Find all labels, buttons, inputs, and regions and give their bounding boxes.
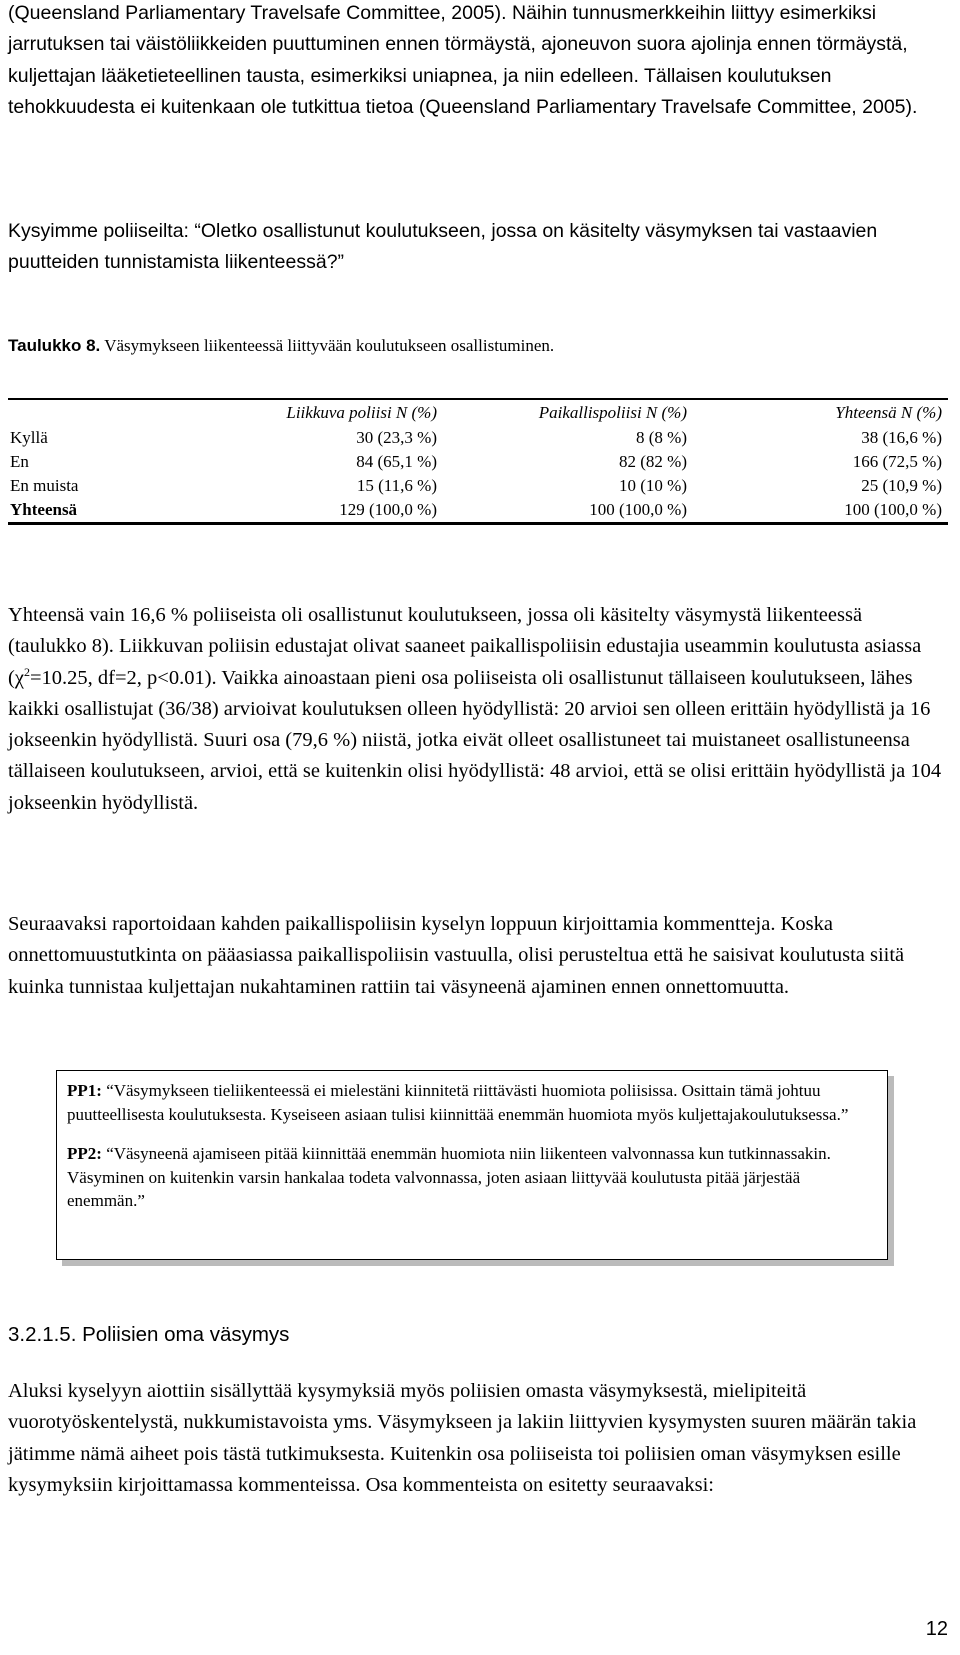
section-heading: 3.2.1.5. Poliisien oma väsymys: [8, 1323, 290, 1346]
table-cell: 100 (100,0 %): [693, 498, 948, 524]
table-cell: 129 (100,0 %): [188, 498, 443, 524]
quote-pp2: [67, 1142, 877, 1213]
page-number: 12: [925, 1618, 948, 1640]
table-cell: 15 (11,6 %): [356, 476, 437, 495]
table-header-empty: [8, 399, 188, 426]
final-paragraph: Aluksi kyselyyn aiottiin sisällyttää kysymyksiä myös poliisien omasta väsymyksestä, mielipiteitä vuorotyöskentelystä, nukkumistavoista yms. Väsymykseen ja lakiin liittyvien kysymysten suuren määrän takia jätimme nämä aiheet pois tästä tutkimuksesta. Kuitenkin osa poliiseista toi poliisien oman väsymyksen esille kysymyksiin kirjoittamassa kommenteissa. Osa kommenteista on esitetty seuraavaksi:: [8, 1380, 917, 1496]
table-row: [8, 474, 948, 498]
quote-text: “Väsyneenä ajamiseen pitää kiinnittää enemmän huomiota niin liikenteen valvonnassa kun tutkinnassakin. Väsyminen on kuitenkin varsin hankalaa todeta valvonnassa, joten asiaan liittyvää koulutusta pitää järjestää enemmän.”: [67, 1144, 831, 1210]
quote-text: “Väsymykseen tieliikenteessä ei mielestäni kiinnitetä riittävästi huomiota poliisissa. Osittain tämä johtuu puutteellisesta koulutuksesta. Kyseiseen asiaan tulisi kiinnittää enemmän huomiota myös kuljettajakoulutuksessa.”: [67, 1081, 849, 1124]
comments-intro-paragraph: Seuraavaksi raportoidaan kahden paikallispoliisin kyselyn loppuun kirjoittamia kommentteja. Koska onnettomuustutkinta on pääasiassa paikallispoliisin vastuulla, olisi perusteltua että he saisivat koulutusta siitä kuinka tunnistaa kuljettajan nukahtaminen rattiin tai väsyneenä ajaminen ennen onnettomuutta.: [8, 913, 905, 998]
table-caption-label: Taulukko 8.: [8, 336, 101, 355]
table-header-local-police: Paikallispoliisi N (%): [538, 403, 687, 422]
table-cell: 30 (23,3 %): [356, 428, 437, 447]
participation-table: [8, 398, 948, 525]
intro-paragraph: (Queensland Parliamentary Travelsafe Committee, 2005). Näihin tunnusmerkkeihin liittyy esimerkiksi jarrutuksen tai väistöliikkeiden puuttuminen ennen törmäystä, ajoneuvon suora ajolinja ennen törmäystä, kuljettajan lääketieteellinen tausta, esimerkiksi uniapnea, ja niin edelleen. Tällaisen koulutuksen tehokkuudesta ei kuitenkaan ole tutkittua tietoa (Queensland Parliamentary Travelsafe Committee, 2005).: [8, 2, 918, 118]
table-caption-text: Väsymykseen liikenteessä liittyvään koulutukseen osallistuminen.: [100, 336, 555, 355]
table-cell: 38 (16,6 %): [861, 428, 942, 447]
summary-paragraph: Yhteensä vain 16,6 % poliiseista oli osallistunut koulutukseen, jossa oli käsitelty väsymystä liikenteessä (taulukko 8). Liikkuvan poliisin edustajat olivat saaneet paikallispoliisin edustajia useammin koulutusta asiassa ($\chi^2=10.25$, df=2, p<0.01). Vaikka ainoastaan pieni osa poliiseista oli osallistunut tällaiseen koulutukseen, lähes kaikki osallistujat (36/38) arvioivat koulutuksen olleen hyödyllistä: 20 arvioi sen olleen erittäin hyödyllistä ja 16 jokseenkin hyödyllistä. Suuri osa (79,6 %) niistä, jotka eivät olleet osallistuneet tai muistaneet osallistuneensa tällaiseen koulutukseen, arvioi, että se kuitenkin olisi hyödyllistä: 48 arvioi, että se olisi erittäin hyödyllistä ja 104 jokseenkin hyödyllistä.: [8, 604, 942, 814]
table-row-label: En muista: [10, 476, 79, 495]
table-row: [8, 450, 948, 474]
table-total-row: [8, 498, 948, 524]
table-cell: 82 (82 %): [619, 452, 687, 471]
table-cell: 8 (8 %): [636, 428, 687, 447]
quote-box: [56, 1070, 888, 1260]
table-header-mobile-police: Liikkuva poliisi N (%): [286, 403, 437, 422]
quote-label: PP2:: [67, 1144, 102, 1163]
table-row-label: Yhteensä: [8, 498, 188, 524]
question-paragraph: Kysyimme poliiseilta: “Oletko osallistunut koulutukseen, jossa on käsitelty väsymyksen tai vastaavien puutteiden tunnistamista liikenteessä?”: [8, 220, 878, 274]
table-row-label: En: [10, 452, 29, 471]
table-cell: 25 (10,9 %): [861, 476, 942, 495]
table-header-row: [8, 399, 948, 426]
table-row: [8, 426, 948, 450]
table-row-label: Kyllä: [10, 428, 48, 447]
quote-pp1: [67, 1079, 877, 1126]
chi-square-superscript: 2: [23, 664, 30, 679]
table-cell: 10 (10 %): [619, 476, 687, 495]
table-cell: 100 (100,0 %): [443, 498, 693, 524]
table-caption: [8, 336, 554, 356]
table-cell: 84 (65,1 %): [356, 452, 437, 471]
table-header-total: Yhteensä N (%): [835, 403, 942, 422]
table-cell: 166 (72,5 %): [852, 452, 942, 471]
quote-label: PP1:: [67, 1081, 102, 1100]
